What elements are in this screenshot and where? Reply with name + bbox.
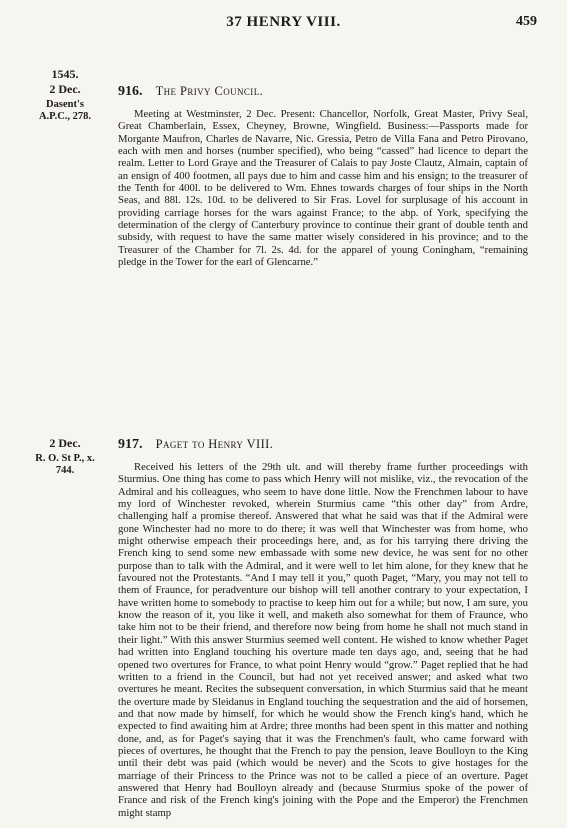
margin-source-entry-916: Dasent's A.P.C., 278.: [38, 99, 92, 122]
entry-number: 916.: [118, 84, 143, 99]
entry-title: Paget to Henry VIII.: [155, 437, 274, 451]
entry-heading-917: [118, 437, 273, 453]
margin-date-entry-916: 2 Dec.: [49, 82, 81, 96]
margin-source-entry-917: R. O. St P., x. 744.: [35, 453, 95, 476]
entry-body-917: Received his letters of the 29th ult. and will thereby frame further proceedings with Sturmius. One thing has come to pass which Henry will not mislike, viz., the revocation of the Admiral and his colleagues, who seem to have done little. Now the Frenchmen labour to have my lord of Winchester revoked, wherein Sturmius came “this other day” from Ardre, challenging half a promise thereof. Answered that what he said was that if the Admiral were gone Winchester had no more to do there; it was well that Winchester was from home, who might otherwise empeach their proceedings here, and, as for his tarrying there driving the French king to send some new embassade with some new device, he was sent for no other purpose than to talk with the Admiral, and it were well to let him alone, for they knew that he favoured not the Protestants. “And I may tell it you,” quoth Paget, “Mary, you may not tell to them of Fraunce, for peradventure our bishop will tell another contrary to your expectation, I have written home to somebody to practise to keep him out for a while; but now, I am sure, you know the reason of it, you like it well, and maketh also somewhat for them of Fraunce, who take him not to be their friend, and therefore now being from home he shall not much stand in their light.” With this answer Sturmius seemed well content. He wished to know whether Paget had written into England touching his overture made ten days ago, and, seeing that he had opened two overtures for France, to what point Henry would “grow.” Paget replied that he had written to a friend in the Council, but had not yet received answer; and asked what two overtures he meant. Recites the subsequent conversation, in which Sturmius said that he meant the overture made by Sleidanus in England touching the sequestration and the aid of horsemen, and that now made by himself, for which he would show the French king's hand, which he expected to find awaiting him at Ardre; three months had been spent in this matter and nothing done, and, as for Paget's saying that it was the Frenchmen's fault, who came forward with pieces of overtures, he thought that the French to pay the pension, leave Boulloyn to the King until their debt was paid (which would be never) and the Scots to give hostages for the marriage of their Princess to the Prince was not to be called a piece of an overture. Paget answered that Henry had Boulloyn already and (because Sturmius spoke of the power of France and risk of the French king's joining with the Pope and the Emperor) the Frenchmen might stamp: [118, 461, 528, 819]
margin-year: 1545.: [51, 67, 79, 81]
running-title: 37 HENRY VIII.: [226, 14, 341, 30]
entry-body-916: Meeting at Westminster, 2 Dec. Present: Chancellor, Norfolk, Great Master, Privy Seal, Great Chamberlain, Essex, Cheyney, Browne, Wingfield. Business:—Passports made for Morgante Maufron, Charles de Navarre, Nic. Gressia, Petro de Villa Fana and Petro Pirovano, each with men and horses (number specified), who being “cassed” had licence to depart the realm. Letter to Lord Graye and the Treasurer of Calais to pay Joste Clautz, Almain, captain of an ensign of 400 footmen, all pays due to him and casse him and his ensign; to the treasurer of the Tenth for 400l. to be delivered to Wm. Ehnes towards charges of four ships in the North Seas, and 88l. 12s. 10d. to be delivered to Sir Fras. Lovel for surplusage of his account in providing carriage horses for the wars against France; to the abp. of York, specifying the determination of the clergy of Canterbury province to continue their grant of double tenth and subsidy, with request to have the same matter wisely considered in his province; and to the Treasurer of the Chamber for 7l. 2s. 4d. for the apparel of young Coningham, “remaining pledge in the Tower for the earl of Glencarne.”: [118, 108, 528, 269]
margin-date-entry-917: 2 Dec.: [49, 436, 81, 450]
entry-heading-916: [118, 84, 263, 100]
entry-title: The Privy Council.: [155, 84, 264, 98]
entry-number: 917.: [118, 437, 143, 452]
running-head: [0, 14, 567, 34]
page-number: 459: [516, 14, 537, 29]
